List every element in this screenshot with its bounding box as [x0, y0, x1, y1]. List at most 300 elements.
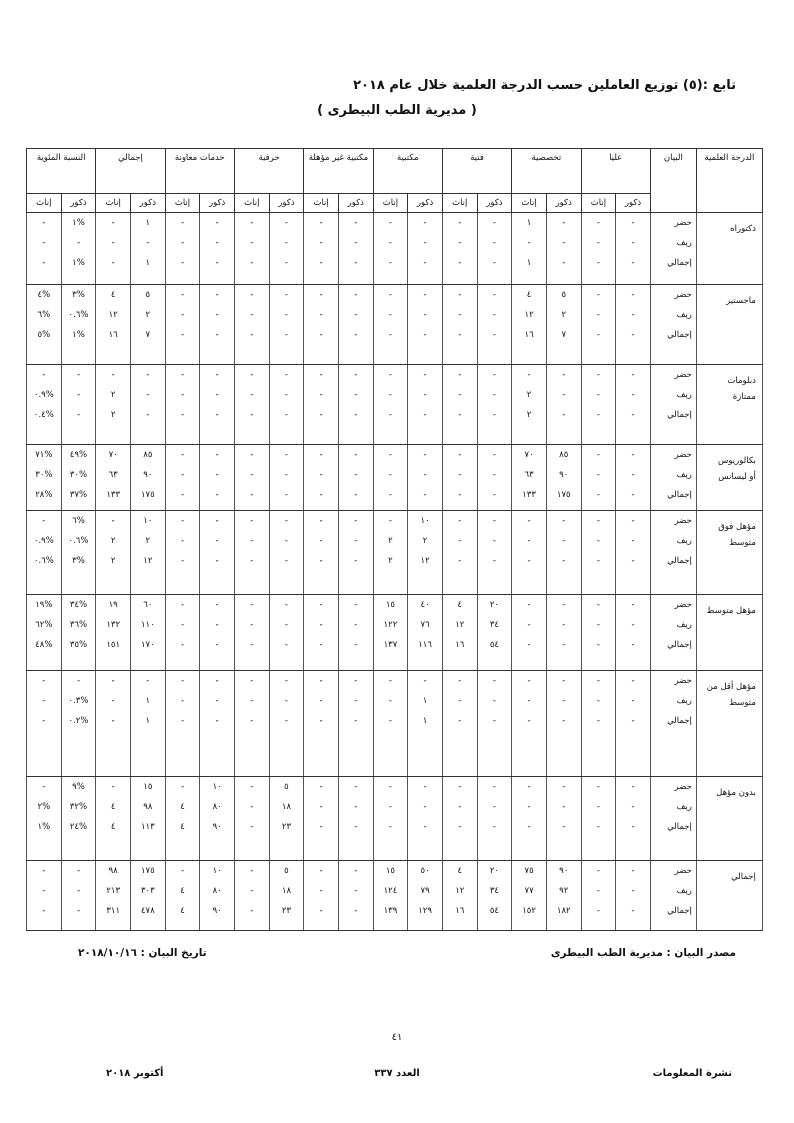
value-cell [304, 213, 339, 285]
cell-value: - [180, 490, 185, 500]
cell-value: ٤ [180, 822, 185, 832]
cell-value: %١ [37, 822, 51, 832]
cell-value: - [180, 238, 185, 248]
cell-value: - [354, 802, 358, 812]
degree-label: إجمالي [731, 872, 756, 882]
cell-value: - [458, 516, 462, 526]
cell-value: ١٢ [108, 310, 118, 320]
value-cell [442, 671, 477, 777]
row-label: حضر [674, 676, 692, 686]
table-row [27, 511, 763, 595]
cell-value: - [319, 640, 323, 650]
row-label-cell [650, 445, 696, 511]
row-label-cell [650, 595, 696, 671]
cell-value: - [180, 696, 185, 706]
row-label: إجمالي [667, 716, 692, 726]
cell-value: ١٥ [385, 600, 395, 610]
row-label: إجمالي [667, 490, 692, 500]
value-cell [338, 671, 373, 777]
cell-value: - [180, 390, 185, 400]
cell-value: - [527, 782, 531, 792]
cell-value: ١٦ [455, 906, 465, 916]
value-cell [477, 671, 512, 777]
table-body [27, 213, 763, 931]
cell-value: - [250, 490, 254, 500]
cell-value: - [180, 218, 185, 228]
cell-value: - [215, 516, 219, 526]
cell-value: - [562, 620, 566, 630]
value-cell [96, 365, 131, 445]
table-row [27, 285, 763, 365]
cell-value: - [631, 802, 635, 812]
cell-value: - [458, 410, 462, 420]
cell-value: - [284, 258, 288, 268]
cell-value: - [354, 370, 358, 380]
cell-value: - [319, 782, 323, 792]
cell-value: - [492, 782, 496, 792]
cell-value: ١٦ [108, 330, 118, 340]
cell-value: %٦ [37, 310, 51, 320]
value-cell [477, 511, 512, 595]
cell-value: - [596, 470, 600, 480]
row-label-cell [650, 777, 696, 861]
gender-header-male: ذكور [477, 194, 512, 213]
cell-value: - [250, 556, 254, 566]
value-cell [546, 285, 581, 365]
value-cell [61, 777, 96, 861]
cell-value: - [111, 370, 115, 380]
cell-value: - [596, 258, 600, 268]
cell-value: ٧ [145, 330, 151, 340]
group-header-takhassosia: تخصصية [512, 149, 581, 194]
value-cell [234, 861, 269, 931]
cell-value: ٥ [145, 290, 151, 300]
value-cell [373, 671, 408, 777]
cell-value: - [354, 516, 358, 526]
cell-value: - [284, 640, 288, 650]
row-label: حضر [674, 370, 692, 380]
cell-value: - [215, 620, 219, 630]
cell-value: - [596, 640, 600, 650]
cell-value: - [631, 696, 635, 706]
value-cell [131, 861, 166, 931]
cell-value: - [596, 536, 600, 546]
value-cell [27, 777, 62, 861]
cell-value: - [354, 290, 358, 300]
table-row [27, 365, 763, 445]
value-cell [338, 511, 373, 595]
cell-value: - [284, 330, 288, 340]
cell-value: - [596, 676, 600, 686]
value-cell [546, 671, 581, 777]
row-label: ريف [676, 536, 692, 546]
cell-value: - [596, 490, 600, 500]
cell-value: ٤ [526, 290, 532, 300]
value-cell [408, 445, 443, 511]
value-cell [234, 365, 269, 445]
cell-value: - [250, 450, 254, 460]
cell-value: - [250, 716, 254, 726]
value-cell [408, 365, 443, 445]
cell-value: - [596, 886, 600, 896]
cell-value: - [354, 490, 358, 500]
footer-issue: العدد ٣٣٧ [374, 1068, 420, 1079]
cell-value: %٥ [37, 330, 51, 340]
cell-value: - [388, 450, 392, 460]
cell-value: ٧٠ [524, 450, 534, 460]
row-label: إجمالي [667, 906, 692, 916]
cell-value: ٢ [526, 410, 532, 420]
cell-value: - [215, 640, 219, 650]
cell-value: ٦٣ [108, 470, 118, 480]
value-cell [234, 511, 269, 595]
cell-value: %٠.٤ [33, 410, 54, 420]
cell-value: - [284, 490, 288, 500]
cell-value: - [284, 290, 288, 300]
row-label-cell [650, 365, 696, 445]
value-cell [61, 595, 96, 671]
cell-value: %١ [72, 258, 85, 268]
cell-value: - [319, 556, 323, 566]
value-cell [131, 285, 166, 365]
cell-value: - [527, 822, 531, 832]
degree-label: دبلومات [727, 376, 756, 386]
cell-value: ١٠ [420, 516, 430, 526]
cell-value: %٣٠ [35, 470, 53, 480]
cell-value: - [354, 410, 358, 420]
cell-value: - [284, 556, 288, 566]
value-cell [200, 671, 235, 777]
cell-value: - [284, 716, 288, 726]
cell-value: - [388, 782, 392, 792]
cell-value: - [423, 218, 427, 228]
value-cell [581, 511, 616, 595]
cell-value: ١٣٧ [383, 640, 398, 650]
cell-value: - [596, 556, 600, 566]
cell-value: - [42, 370, 46, 380]
cell-value: - [492, 676, 496, 686]
cell-value: - [319, 470, 323, 480]
cell-value: - [492, 290, 496, 300]
cell-value: - [492, 238, 496, 248]
cell-value: - [492, 330, 496, 340]
value-cell [408, 861, 443, 931]
cell-value: ٧ [561, 330, 567, 340]
value-cell [27, 511, 62, 595]
cell-value: ١٦ [455, 640, 465, 650]
cell-value: ١ [422, 716, 428, 726]
footer-publication: نشرة المعلومات [652, 1068, 732, 1079]
cell-value: - [631, 620, 635, 630]
cell-value: ١٧٥ [140, 866, 155, 876]
degree-label: متوسط [729, 698, 756, 708]
cell-value: - [76, 370, 81, 380]
value-cell [61, 445, 96, 511]
cell-value: ٢٣ [281, 822, 292, 832]
cell-value: ٧٥ [524, 866, 534, 876]
cell-value: - [215, 600, 219, 610]
group-header-herafia: حرفية [234, 149, 303, 194]
value-cell [546, 511, 581, 595]
cell-value: - [76, 238, 81, 248]
value-cell [477, 777, 512, 861]
value-cell [269, 777, 304, 861]
cell-value: - [250, 802, 254, 812]
cell-value: - [562, 258, 566, 268]
cell-value: - [215, 536, 219, 546]
cell-value: - [319, 906, 323, 916]
value-cell [338, 445, 373, 511]
cell-value: - [146, 238, 150, 248]
cell-value: - [215, 290, 219, 300]
group-header-fannia: فنية [442, 149, 511, 194]
row-label: إجمالي [667, 330, 692, 340]
cell-value: ١٢ [455, 886, 465, 896]
cell-value: - [492, 370, 496, 380]
cell-value: ١٣٣ [106, 490, 121, 500]
cell-value: ١٧٥ [140, 490, 155, 500]
cell-value: - [631, 516, 635, 526]
value-cell [27, 365, 62, 445]
cell-value: - [562, 600, 566, 610]
value-cell [581, 213, 616, 285]
cell-value: - [527, 802, 531, 812]
value-cell [512, 671, 547, 777]
cell-value: ٢ [388, 556, 393, 566]
cell-value: - [527, 676, 531, 686]
row-label-cell [650, 213, 696, 285]
cell-value: - [527, 536, 531, 546]
row-label: حضر [674, 218, 692, 228]
value-cell [512, 595, 547, 671]
value-cell [442, 285, 477, 365]
value-cell [338, 213, 373, 285]
cell-value: - [527, 370, 531, 380]
cell-value: - [319, 696, 323, 706]
cell-value: - [562, 516, 566, 526]
cell-value: - [631, 470, 635, 480]
cell-value: - [180, 370, 185, 380]
cell-value: - [180, 866, 185, 876]
cell-value: - [250, 822, 254, 832]
cell-value: - [284, 470, 288, 480]
cell-value: - [354, 258, 358, 268]
cell-value: - [527, 696, 531, 706]
cell-value: - [562, 716, 566, 726]
row-label-cell [650, 861, 696, 931]
row-label: حضر [674, 450, 692, 460]
value-cell [165, 213, 200, 285]
cell-value: ٨٠ [212, 886, 222, 896]
cell-value: - [596, 450, 600, 460]
cell-value: ٣٠٣ [140, 886, 155, 896]
cell-value: - [111, 238, 115, 248]
cell-value: - [562, 390, 566, 400]
cell-value: - [596, 516, 600, 526]
cell-value: - [596, 390, 600, 400]
cell-value: - [492, 218, 496, 228]
cell-value: - [631, 556, 635, 566]
value-cell [304, 777, 339, 861]
cell-value: ١٧٥ [556, 490, 571, 500]
cell-value: - [250, 330, 254, 340]
value-cell [304, 365, 339, 445]
value-cell [304, 285, 339, 365]
cell-value: - [284, 516, 288, 526]
row-label: ريف [676, 470, 692, 480]
cell-value: - [388, 716, 392, 726]
value-cell [27, 285, 62, 365]
cell-value: ٤٧٨ [140, 906, 155, 916]
cell-value: - [250, 600, 254, 610]
degree-cell [696, 213, 762, 285]
cell-value: - [111, 782, 115, 792]
cell-value: - [596, 218, 600, 228]
cell-value: - [388, 676, 392, 686]
value-cell [546, 861, 581, 931]
cell-value: ٦٠ [143, 600, 153, 610]
cell-value: - [180, 640, 185, 650]
cell-value: - [458, 290, 462, 300]
value-cell [546, 213, 581, 285]
table-row [27, 671, 763, 777]
cell-value: - [111, 716, 115, 726]
cell-value: - [631, 370, 635, 380]
cell-value: - [631, 600, 635, 610]
cell-value: - [250, 238, 254, 248]
cell-value: - [631, 906, 635, 916]
cell-value: - [492, 490, 496, 500]
cell-value: ١٥٢ [522, 906, 536, 916]
value-cell [269, 861, 304, 931]
cell-value: - [42, 258, 46, 268]
cell-value: - [388, 802, 392, 812]
cell-value: - [354, 536, 358, 546]
value-cell [512, 861, 547, 931]
cell-value: - [388, 410, 392, 420]
cell-value: ١١٦ [418, 640, 432, 650]
cell-value: - [250, 470, 254, 480]
value-cell [96, 595, 131, 671]
row-label: إجمالي [667, 258, 692, 268]
cell-value: %٢٤ [69, 822, 88, 832]
cell-value: - [492, 410, 496, 420]
cell-value: - [354, 470, 358, 480]
cell-value: - [596, 620, 600, 630]
value-cell [373, 777, 408, 861]
row-label: ريف [676, 310, 692, 320]
cell-value: - [492, 470, 496, 480]
cell-value: - [527, 516, 531, 526]
cell-value: - [250, 676, 254, 686]
cell-value: - [215, 330, 219, 340]
value-cell [61, 365, 96, 445]
cell-value: - [42, 906, 46, 916]
cell-value: - [562, 676, 566, 686]
cell-value: - [458, 450, 462, 460]
cell-value: - [631, 640, 635, 650]
cell-value: - [319, 822, 323, 832]
value-cell [546, 595, 581, 671]
cell-value: ١٣٩ [383, 906, 398, 916]
value-cell [304, 445, 339, 511]
cell-value: - [215, 238, 219, 248]
cell-value: - [492, 716, 496, 726]
cell-value: - [354, 450, 358, 460]
cell-value: - [250, 310, 254, 320]
cell-value: ٤ [457, 600, 463, 610]
cell-value: ١٦ [524, 330, 534, 340]
cell-value: ٢ [422, 536, 428, 546]
value-cell [269, 511, 304, 595]
cell-value: - [562, 238, 566, 248]
value-cell [408, 671, 443, 777]
cell-value: ٤ [110, 802, 116, 812]
value-cell [165, 365, 200, 445]
cell-value: ١٨ [281, 802, 292, 812]
group-header-total: إجمالي [96, 149, 165, 194]
cell-value: ١٣٢ [106, 620, 121, 630]
bayan-header: البيان [650, 149, 696, 213]
value-cell [131, 671, 166, 777]
value-cell [477, 213, 512, 285]
value-cell [269, 365, 304, 445]
value-cell [27, 213, 62, 285]
value-cell [477, 365, 512, 445]
cell-value: ٣٤ [489, 886, 499, 896]
cell-value: ٢ [526, 390, 532, 400]
value-cell [616, 511, 651, 595]
cell-value: - [596, 906, 600, 916]
group-header-maktabia-ghair: مكتبية غير مؤهلة [304, 149, 373, 194]
cell-value: - [596, 802, 600, 812]
cell-value: ٤ [180, 906, 185, 916]
value-cell [616, 445, 651, 511]
cell-value: - [423, 238, 427, 248]
value-cell [546, 777, 581, 861]
cell-value: - [76, 906, 81, 916]
cell-value: ٥٠ [420, 866, 430, 876]
value-cell [616, 285, 651, 365]
cell-value: - [458, 330, 462, 340]
gender-header-male: ذكور [408, 194, 443, 213]
cell-value: - [631, 782, 635, 792]
cell-value: ٢٠ [489, 600, 499, 610]
cell-value: - [562, 822, 566, 832]
cell-value: %١٩ [35, 600, 53, 610]
cell-value: - [388, 470, 392, 480]
cell-value: - [458, 490, 462, 500]
cell-value: ٥٤ [489, 640, 499, 650]
value-cell [373, 861, 408, 931]
cell-value: %٦ [72, 516, 85, 526]
value-cell [408, 285, 443, 365]
table-header-row [27, 149, 763, 194]
gender-header-male: ذكور [131, 194, 166, 213]
value-cell [581, 777, 616, 861]
cell-value: - [596, 410, 600, 420]
cell-value: ٤ [110, 290, 116, 300]
value-cell [165, 671, 200, 777]
cell-value: - [631, 330, 635, 340]
cell-value: ٢ [561, 310, 567, 320]
cell-value: ٩٠ [212, 822, 222, 832]
cell-value: - [596, 866, 600, 876]
cell-value: - [42, 696, 46, 706]
cell-value: - [250, 258, 254, 268]
cell-value: ١١٠ [140, 620, 155, 630]
value-cell [200, 595, 235, 671]
